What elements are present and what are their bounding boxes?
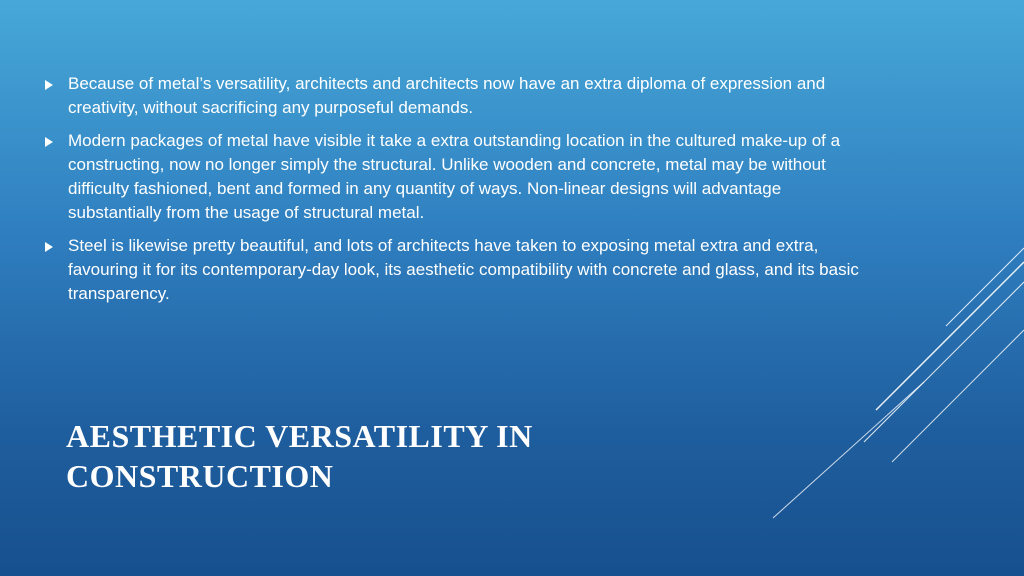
bullet-item (44, 234, 874, 306)
deco-line (876, 262, 1024, 410)
deco-line (773, 382, 924, 518)
slide-title-line-1: AESTHETIC VERSATILITY IN (66, 418, 533, 454)
triangle-bullet-icon (45, 242, 53, 252)
deco-line (892, 330, 1024, 462)
bullet-text: Steel is likewise pretty beautiful, and lots of architects have taken to exposing metal extra and extra, favouring it for its contemporary-day look, its aesthetic compatibility with concrete and glass, and its basic transparency. (68, 236, 859, 303)
triangle-bullet-icon (45, 137, 53, 147)
bullet-item (44, 129, 874, 225)
triangle-bullet-icon (45, 80, 53, 90)
bullet-item (44, 72, 874, 120)
slide-title (66, 416, 533, 496)
bullet-list (44, 72, 874, 315)
deco-line (864, 282, 1024, 442)
bullet-text: Because of metal’s versatility, architects and architects now have an extra diploma of expression and creativity, without sacrificing any purposeful demands. (68, 74, 826, 117)
deco-line (946, 248, 1024, 326)
slide-title-line-2: CONSTRUCTION (66, 458, 334, 494)
bullet-text: Modern packages of metal have visible it take a extra outstanding location in the cultured make-up of a constructing, now no longer simply the structural. Unlike wooden and concrete, metal may be without difficulty fashioned, bent and formed in any quantity of ways. Non-linear designs will advantage substantially from the usage of structural metal. (68, 131, 841, 222)
